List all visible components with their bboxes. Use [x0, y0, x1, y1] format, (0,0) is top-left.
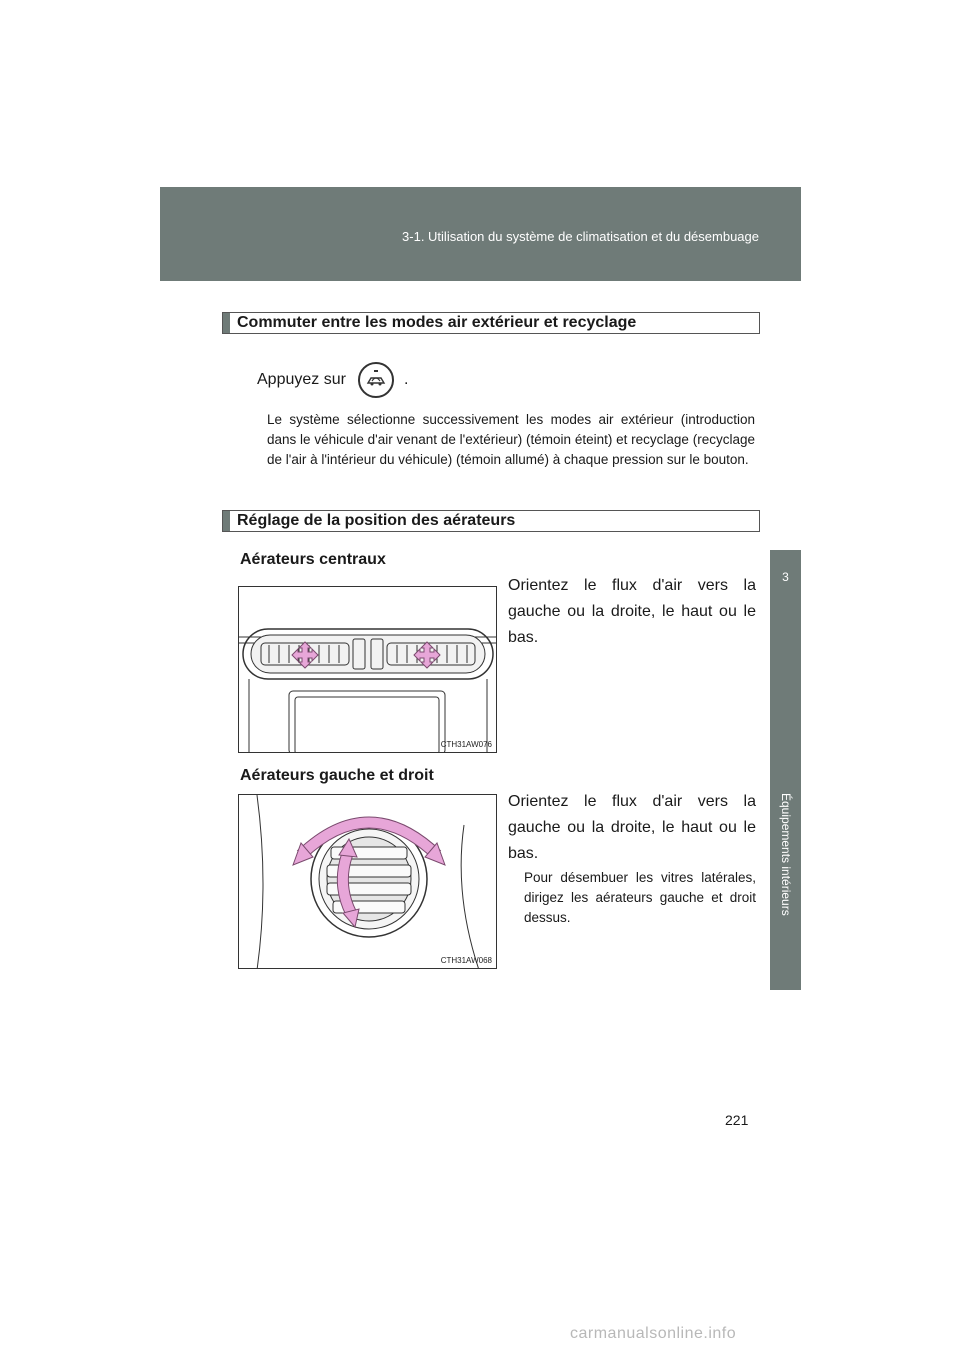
figure-code: CTH31AW076	[440, 740, 492, 749]
center-vents-heading: Aérateurs centraux	[240, 551, 386, 568]
side-vents-illustration	[239, 795, 497, 969]
section-marker	[223, 511, 230, 531]
section-title: Réglage de la position des aérateurs	[237, 512, 516, 529]
press-instruction	[257, 362, 408, 398]
chapter-number: 3	[782, 570, 789, 584]
chapter-label: Équipements intérieurs	[779, 793, 793, 916]
figure-code: CTH31AW068	[440, 956, 492, 965]
center-vents-illustration	[239, 587, 497, 753]
air-recirculation-icon	[358, 362, 394, 398]
press-suffix: .	[403, 371, 409, 388]
section-marker	[223, 313, 230, 333]
press-prefix: Appuyez sur	[257, 371, 346, 388]
watermark: carmanualsonline.info	[570, 1325, 737, 1342]
section-title-bar	[222, 510, 760, 532]
breadcrumb: 3-1. Utilisation du système de climatisation et du désembuage	[402, 229, 759, 244]
chapter-header	[160, 187, 801, 281]
center-vents-figure	[238, 586, 497, 753]
page-number: 221	[725, 1112, 749, 1128]
side-vents-figure	[238, 794, 497, 969]
mode-description: Le système sélectionne successivement les modes air extérieur (introduction dans le véhicule d'air venant de l'extérieur) (témoin éteint) et recyclage (recyclage de l'air à l'intérieur du véhicule) (témoin allumé) à chaque pression sur le bouton.	[267, 412, 755, 467]
side-vents-text: Orientez le flux d'air vers la gauche ou la droite, le haut ou le bas.	[508, 793, 756, 862]
section-title: Commuter entre les modes air extérieur et recyclage	[237, 314, 637, 331]
chapter-side-tab[interactable]	[770, 550, 801, 990]
side-vents-note: Pour désembuer les vitres latérales, dirigez les aérateurs gauche et droit dessus.	[524, 870, 756, 925]
center-vents-text: Orientez le flux d'air vers la gauche ou la droite, le haut ou le bas.	[508, 577, 756, 646]
section-title-bar	[222, 312, 760, 334]
side-vents-heading: Aérateurs gauche et droit	[240, 767, 434, 784]
